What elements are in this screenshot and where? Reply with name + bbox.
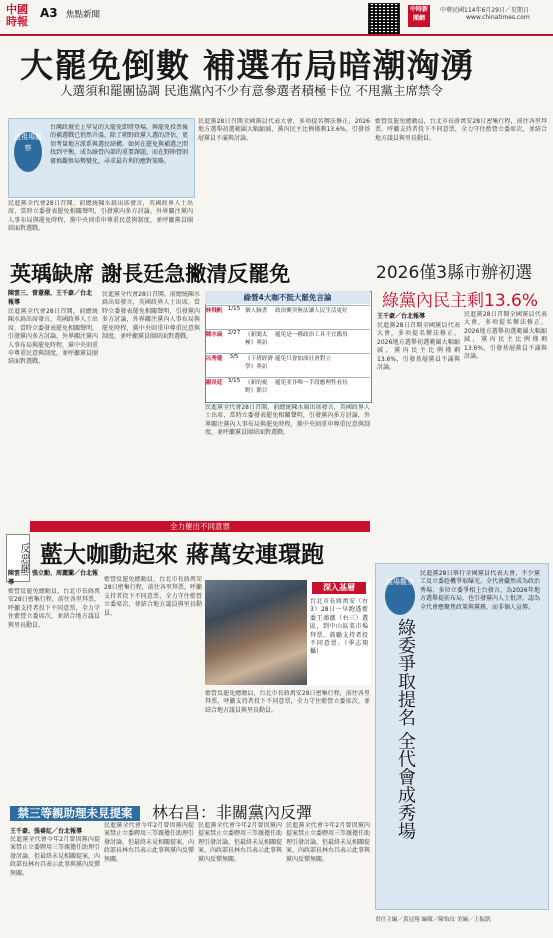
table-row — [205, 377, 370, 401]
logo-line-2: 時報 — [6, 15, 28, 28]
editor-credits: 責任主編／黃冠翔 編輯／陳怡玟 美編／王振凱 — [375, 917, 491, 923]
story3-body-2: 藍營反罷免總動員，台北市長蔣萬安28日密集行程，前往各里拜票，呼籲支持者投下不同意票，全力守住藍營立委席次，並結合地方議員與里長動員。 — [104, 576, 202, 617]
story1-body: 民進黨全代會28日召開，前總統陳水扁出席發言，英國政界人士出席，當時立委發表罷免相關聲明，引發黨內多方討論，外界關注黨內人事布局與罷免時程，黨中央則重申尊重民意與制度，並呼籲黨員團結面對選戰。 — [8, 308, 98, 366]
row-event: 個人臉書 — [245, 308, 268, 314]
story4-headline-left: 禁三等親助理未見提案 — [10, 806, 140, 821]
newspaper-logo — [6, 4, 36, 30]
story1-headline: 英瑀缺席 謝長廷急撇清反罷免 — [10, 261, 291, 286]
row-date: 1/15 — [227, 306, 241, 312]
story1-body-3: 民進黨全代會28日召開，前總統陳水扁出席發言，英國政界人士出席，當時立委發表罷免相關聲明，引發黨內多方討論，外界關注黨內人事布局與罷免時程，黨中央則重申尊重民意與制度，並呼籲黨員團結面對選戰。 — [205, 404, 370, 437]
story2-body: 民進黨28日召開全國黨員代表大會，多項提名辦法修正，2026地方選舉初選範圍大幅縮減，黨內民主比例僅剩13.6%，引發基層黨員不滿與討論。 — [377, 322, 460, 372]
story2-headline-2: 綠黨內民主剩13.6% — [382, 291, 539, 311]
story1-byline: 陳雲三、曾薏蘋、王千豪／台北報導 — [8, 290, 93, 306]
logo-line-1: 中國 — [6, 3, 28, 16]
story4-body-2: 民進黨全代會今年2月曾因黨內提案禁止立委聘用三等親擔任助理引發討論，但最終未見相關提案，內政部長林右昌表示此事與黨內反彈無關。 — [104, 822, 194, 863]
section-title: 焦點新聞 — [66, 10, 101, 20]
story2-headline-1: 2026僅3縣市辦初選 — [376, 263, 533, 283]
site-url: www.chinatimes.com — [466, 14, 530, 21]
row-event: 《下班經濟學》專訪 — [245, 356, 273, 370]
row-quote: 罷免是一種政治工具不宜濫用 — [275, 332, 348, 338]
story2-body-2: 民進黨28日召開全國黨員代表大會，多項提名辦法修正，2026地方選舉初選範圍大幅縮減，黨內民主比例僅剩13.6%，引發基層黨員不滿與討論。 — [464, 311, 547, 361]
lead-body-text: 民進黨全代會28日召開，前總統陳水扁出席發言，英國政界人士出席，當時立委發表罷免相關聲明，引發黨內多方討論，外界關注黨內人事布局與罷免時程，黨中央則重申尊重民意與制度，並呼籲黨員團結面對選戰。 — [8, 200, 193, 233]
row-name: 林飛帆 — [205, 308, 223, 314]
row-name: 陳水扁 — [205, 332, 223, 338]
row-event: 《新的視野》節目 — [245, 380, 268, 394]
commentary-title: 綠委爭取提名 全代會成秀場 — [395, 618, 416, 840]
campaign-photo — [205, 580, 307, 685]
row-quote: 罷免只會加深社會對立 — [275, 356, 331, 362]
story3-body-3: 藍營反罷免總動員，台北市長蔣萬安28日密集行程，前往各里拜票，呼籲支持者投下不同意票，全力守住藍營立委席次，並結合地方議員與里長動員。 — [205, 690, 370, 714]
table-row — [205, 353, 370, 377]
story4-body-3: 民進黨全代會今年2月曾因黨內提案禁止立委聘用三等親擔任助理引發討論，但最終未見相關提案，內政部長林右昌表示此事與黨內反彈無關。 — [198, 822, 282, 863]
row-quote: 罷免並非唯一手段應理性看待 — [275, 380, 348, 386]
row-date: 3/5 — [229, 354, 239, 360]
main-headline: 大罷免倒數 補選布局暗潮洶湧 — [20, 46, 475, 85]
story4-headline-right: 林右昌：非關黨內反彈 — [152, 803, 313, 822]
story4-body-4: 民進黨全代會今年2月曾因黨內提案禁止立委聘用三等親擔任助理引發討論，但最終未見相關提案，內政部長林右昌表示此事與黨內反彈無關。 — [286, 822, 370, 863]
story2-byline: 王千豪／台北報導 — [377, 313, 426, 320]
commentary-badge: 現場觀察 — [385, 577, 415, 615]
red-strip: 全力催出不同意票 — [30, 521, 370, 532]
story4-byline: 王千豪、張睿紅／台北報導 — [10, 828, 83, 835]
row-name: 呂秀蓮 — [205, 356, 223, 362]
row-date: 3/15 — [227, 378, 241, 384]
top-rule — [0, 34, 553, 36]
story3-byline: 陳雲三、張立勳、周麗蘭／台北報導 — [8, 570, 99, 586]
page-code: A3 — [40, 6, 58, 20]
analysis-badge: 透視場觀察 — [14, 132, 42, 172]
table-row — [205, 329, 370, 353]
story1-body-2: 民進黨全代會28日召開，前總統陳水扁出席發言，英國政界人士出席，當時立委發表罷免相關聲明，引發黨內多方討論，外界關注黨內人事布局與罷免時程，黨中央則重申尊重民意與制度，並呼籲黨員團結面對選戰。 — [102, 291, 200, 341]
lead-column-3: 藍營反罷免總動員，台北市長蔣萬安28日密集行程，前往各里拜票，呼籲支持者投下不同意票，全力守住藍營立委席次，並結合地方議員與里長動員。 — [375, 118, 547, 142]
row-name: 謝長廷 — [205, 380, 223, 386]
issue-date: 中華民國114年6月29日／星期日 — [440, 7, 529, 14]
brand-logo: 中時新聞網 — [408, 5, 430, 27]
row-date: 2/27 — [227, 330, 241, 336]
story3-headline: 藍大咖動起來 蔣萬安連環跑 — [40, 541, 325, 568]
analysis-text: 台灣政壇史上罕見的大罷免即將登場，與罷免投票後的補選戰已悄然升溫，除了朝野政黨人選的評估，更須考量地方派系與選民結構。如何在罷免與補選之間找到平衡，成為綠營內部的重要課題，而在野陣營則審慎觀察局勢變化，尋求最有利的應對策略。 — [50, 124, 188, 165]
table-row — [205, 305, 370, 329]
photo-caption: 台北市長蔣萬安（右3）28日一早跑透藍委王鴻薇（右三）選區，到中山區菜市場拜票，鼓勵支持者投不同意票。（季志翔攝） — [310, 598, 368, 656]
photo-tag: 深入基層 — [312, 582, 366, 594]
sub-headline: 人選須和罷團協調 民進黨內不少有意參選者積極卡位 不甩黨主席禁令 — [60, 83, 443, 98]
anti-recall-badge: 反惡罷 — [6, 534, 30, 582]
story3-body: 藍營反罷免總動員，台北市長蔣萬安28日密集行程，前往各里拜票，呼籲支持者投下不同意票，全力守住藍營立委席次，並結合地方議員與里長動員。 — [8, 588, 100, 629]
qr-code-icon — [368, 3, 400, 35]
row-event: 《新聞太極》專訪 — [245, 332, 268, 346]
row-quote: 政治衝突無法讓人民生活更好 — [275, 308, 348, 314]
table-title: 綠營4大咖不挺大罷免言論 — [205, 291, 370, 304]
commentary-text: 民進黨28日舉行全國黨員代表大會，不少黨工及立委趁機爭取曝光，全代會儼然成為政治秀場，多位立委爭相上台發言，為2026年地方選舉提前布局，也引發黨內人士批評，認為全代會應聚焦政策與黨務，而非個人宣傳。 — [420, 570, 540, 611]
lead-column-2: 民進黨28日召開全國黨員代表大會，多項提名辦法修正，2026地方選舉初選範圍大幅縮減，黨內民主比例僅剩13.6%，引發基層黨員不滿與討論。 — [198, 118, 370, 142]
story4-body: 民進黨全代會今年2月曾因黨內提案禁止立委聘用三等親擔任助理引發討論，但最終未見相關提案，內政部長林右昌表示此事與黨內反彈無關。 — [10, 836, 100, 877]
